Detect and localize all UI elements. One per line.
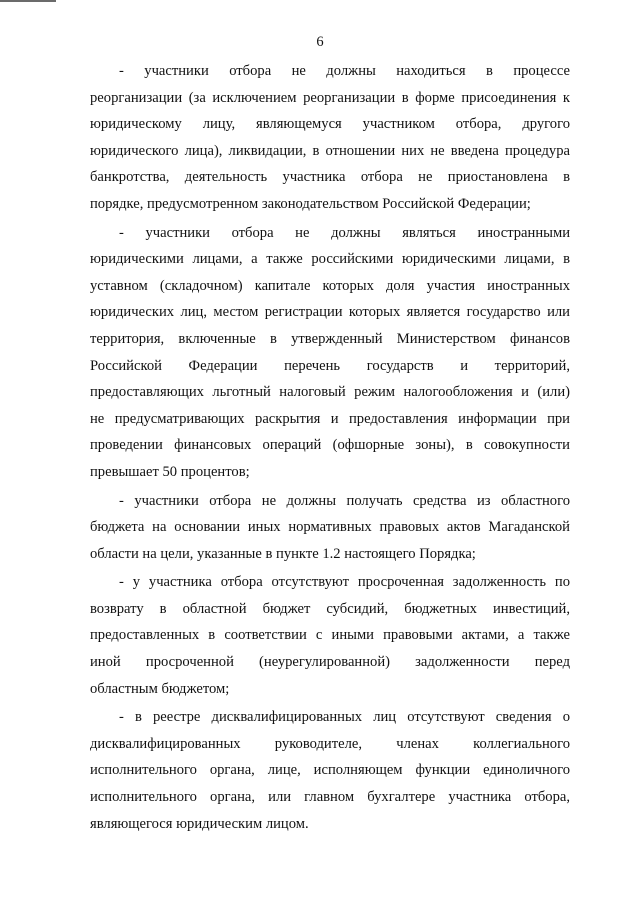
document-body (90, 58, 570, 837)
text-line: областным бюджетом; (90, 680, 230, 697)
text-line: юридических лиц, местом регистрации которых является государство или (90, 304, 570, 321)
text-line: юридическому лицу, являющемуся участником отбора, другого (90, 116, 570, 133)
text-line: превышает 50 процентов; (90, 463, 250, 480)
text-line: бюджета на основании иных нормативных правовых актов Магаданской (90, 519, 570, 536)
paragraph-regional-funds-condition (90, 488, 570, 568)
text-line: исполнительного органа, лице, исполняющем функции единоличного (90, 762, 570, 779)
text-line: - участники отбора не должны являться иностранными (119, 224, 570, 241)
text-line: дисквалифицированных руководителе, членах коллегиального (90, 735, 570, 752)
text-line: проведении финансовых операций (офшорные зоны), в совокупности (90, 437, 570, 454)
paragraph-reorganization-condition (90, 58, 570, 218)
text-line: юридического лица), ликвидации, в отношении них не введена процедура (90, 142, 570, 159)
text-line: возврату в областной бюджет субсидий, бюджетных инвестиций, (90, 600, 570, 617)
text-line: исполнительного органа, или главном бухгалтере участника отбора, (90, 789, 570, 806)
text-line: банкротства, деятельность участника отбора не приостановлена в (90, 169, 570, 186)
text-line: не предусматривающих раскрытия и предоставления информации при (90, 410, 570, 427)
paragraph-foreign-entities-condition (90, 220, 570, 486)
text-line: Российской Федерации перечень государств и территорий, (90, 357, 570, 374)
text-line: иной просроченной (неурегулированной) задолженности перед (90, 654, 570, 671)
text-line: территория, включенные в утвержденный Министерством финансов (90, 330, 570, 347)
text-line: реорганизации (за исключением реорганизации в форме присоединения к (90, 89, 570, 106)
text-line: уставном (складочном) капитале которых доля участия иностранных (90, 277, 570, 294)
text-line: юридическими лицами, а также российскими юридическими лицами, в (90, 251, 570, 268)
page-number: 6 (316, 34, 324, 50)
text-line: - у участника отбора отсутствуют просроченная задолженность по (119, 574, 570, 591)
text-line: - участники отбора не должны находиться в процессе (119, 63, 570, 79)
text-line: - участники отбора не должны получать средства из областного (119, 492, 570, 509)
text-line: - в реестре дисквалифицированных лиц отсутствуют сведения о (119, 709, 570, 726)
paragraph-debt-condition (90, 569, 570, 702)
text-line: предоставляющих льготный налоговый режим налогообложения и (или) (90, 384, 570, 401)
text-line: области на цели, указанные в пункте 1.2 настоящего Порядка; (90, 545, 476, 562)
scan-edge-mark (0, 0, 56, 2)
paragraph-disqualified-persons-condition (90, 704, 570, 837)
text-line: предоставленных в соответствии с иными правовыми актами, а также (90, 627, 570, 644)
text-line: порядке, предусмотренном законодательством Российской Федерации; (90, 195, 531, 212)
text-line: являющегося юридическим лицом. (90, 815, 309, 832)
